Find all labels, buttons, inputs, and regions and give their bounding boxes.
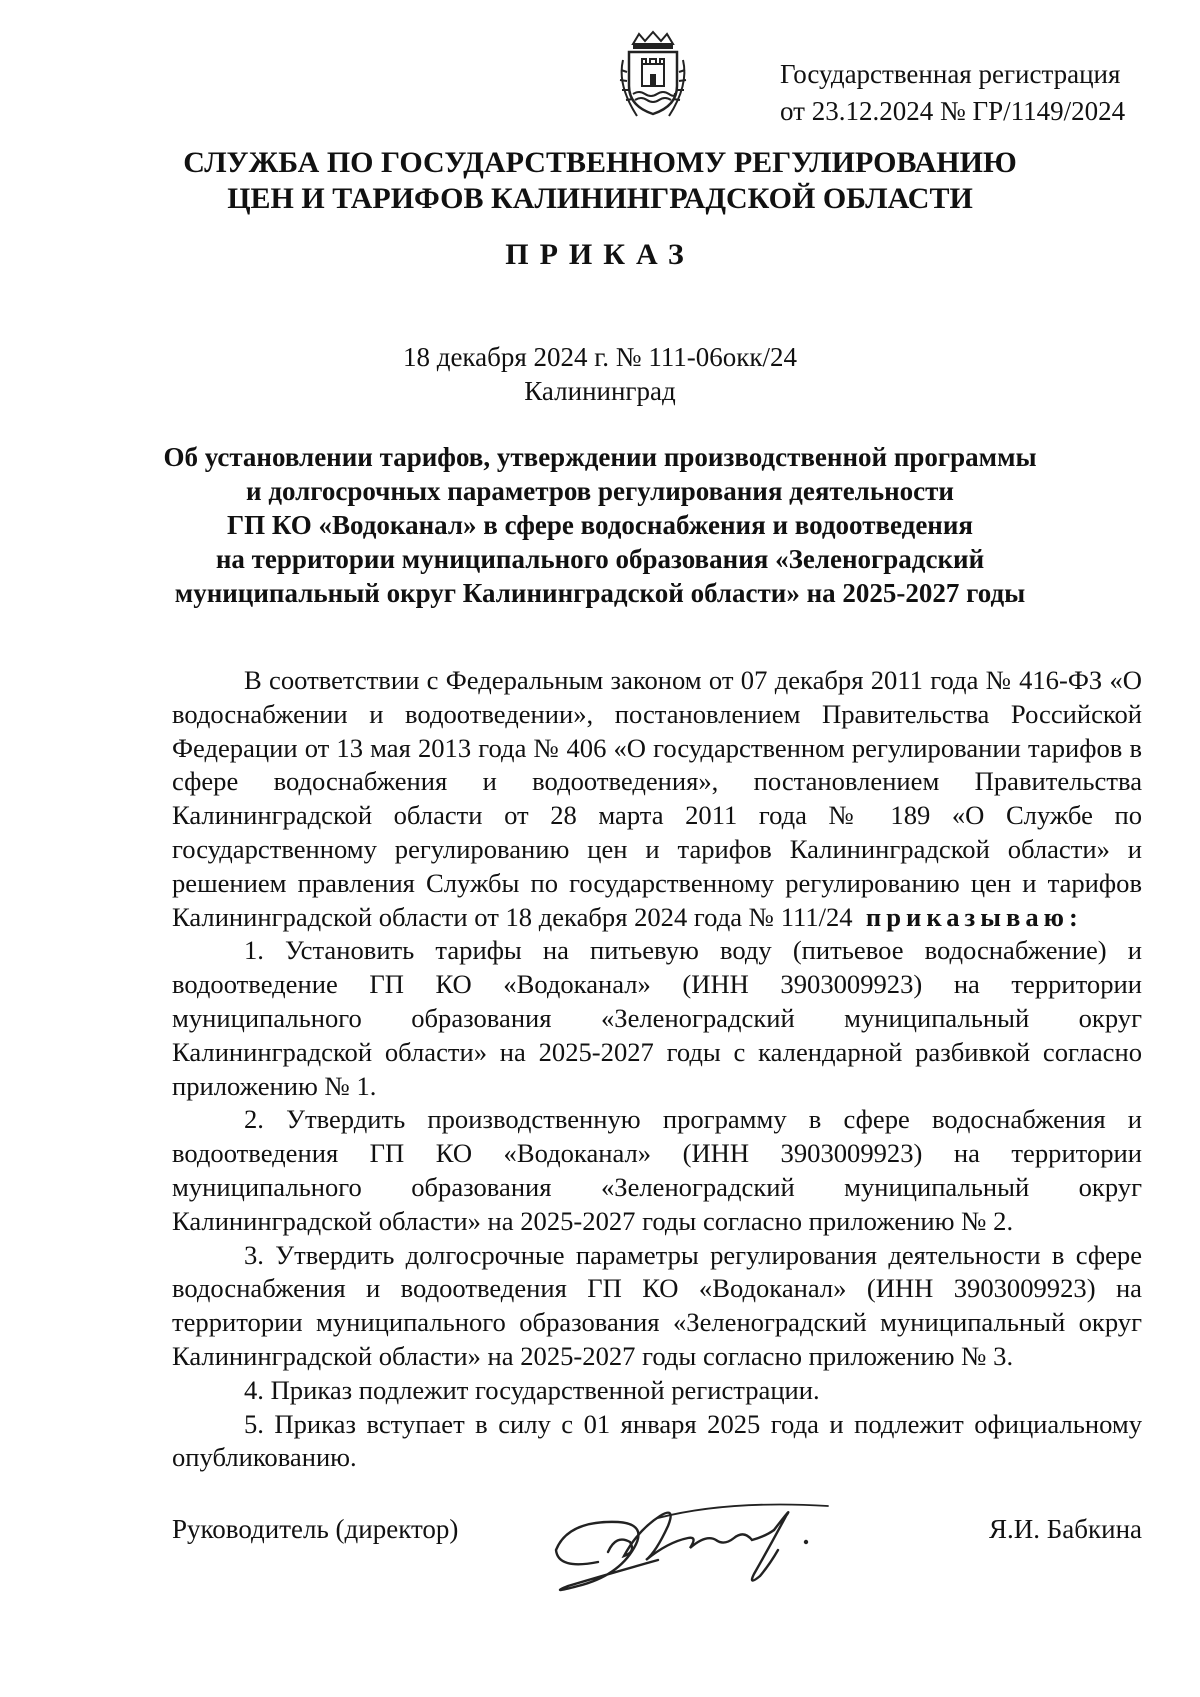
order-item-2: 2. Утвердить производственную программу в сфере водоснабжения и водоотведения ГП КО «Водоканал» (ИНН 3903009923) на территории муниципального образования «Зеленоградский муниципальный округ Калининградской области» на 2025-2027 годы согласно приложению № 2. bbox=[172, 1104, 1142, 1236]
subject-line-5: муниципальный округ Калининградской области» на 2025-2027 годы bbox=[174, 578, 1026, 608]
document-body bbox=[172, 664, 1142, 1475]
signatory-title: Руководитель (директор) bbox=[172, 1514, 459, 1544]
order-word: приказываю: bbox=[865, 901, 1083, 932]
order-item-4: 4. Приказ подлежит государственной регистрации. bbox=[244, 1374, 820, 1405]
preamble-paragraph bbox=[172, 664, 1142, 934]
order-item-3: 3. Утвердить долгосрочные параметры регулирования деятельности в сфере водоснабжения и водоотведения ГП КО «Водоканал» (ИНН 3903009923) на территории муниципального образования «Зеленоградский муниципальный округ Калининградской области» на 2025-2027 годы согласно приложению № 3. bbox=[172, 1239, 1142, 1371]
date-number: 18 декабря 2024 г. № 111-06окк/24 bbox=[402, 342, 798, 372]
order-item-1: 1. Установить тарифы на питьевую воду (питьевое водоснабжение) и водоотведение ГП КО «Водоканал» (ИНН 3903009923) на территории муниципального образования «Зеленоградский муниципальный округ Калининградской области» на 2025-2027 годы с календарной разбивкой согласно приложению № 1. bbox=[172, 935, 1142, 1101]
document-subject-title bbox=[110, 440, 1090, 610]
subject-line-2: и долгосрочных параметров регулирования деятельности bbox=[246, 476, 954, 506]
date-and-place bbox=[0, 340, 1200, 408]
authority-line-2: ЦЕН И ТАРИФОВ КАЛИНИНГРАДСКОЙ ОБЛАСТИ bbox=[227, 182, 973, 215]
registration-line-2: от 23.12.2024 № ГР/1149/2024 bbox=[780, 96, 1126, 126]
city: Калининград bbox=[524, 376, 676, 406]
coat-of-arms-icon bbox=[615, 30, 691, 120]
subject-line-4: на территории муниципального образования «Зеленоградский bbox=[215, 544, 985, 574]
authority-line-1: СЛУЖБА ПО ГОСУДАРСТВЕННОМУ РЕГУЛИРОВАНИЮ bbox=[183, 146, 1017, 179]
preamble-text: В соответствии с Федеральным законом от 07 декабря 2011 года № 416-ФЗ «О водоснабжении и водоотведении», постановлением Правительства Российской Федерации от 13 мая 2013 года № 406 «О государственном регулировании тарифов в сфере водоснабжения и водоотведения», постановлением Правительства Калининградской области от 28 марта 2011 года № 189 «О Службе по государственному регулированию цен и тарифов Калининградской области» и решением правления Службы по государственному регулированию цен и тарифов Калининградской области от 18 декабря 2024 года № 111/24 bbox=[172, 665, 1142, 932]
signature-block bbox=[172, 1500, 1142, 1610]
handwritten-signature bbox=[538, 1490, 848, 1600]
subject-line-1: Об установлении тарифов, утверждении производственной программы bbox=[163, 442, 1037, 472]
subject-line-3: ГП КО «Водоканал» в сфере водоснабжения и водоотведения bbox=[226, 510, 974, 540]
issuing-authority bbox=[0, 145, 1200, 217]
registration-stamp bbox=[780, 56, 1140, 130]
signatory-name: Я.И. Бабкина bbox=[989, 1514, 1142, 1544]
document-type-heading: ПРИКАЗ bbox=[505, 238, 695, 271]
registration-line-1: Государственная регистрация bbox=[780, 59, 1121, 89]
order-item-5: 5. Приказ вступает в силу с 01 января 2025 года и подлежит официальному опубликованию. bbox=[172, 1408, 1142, 1473]
